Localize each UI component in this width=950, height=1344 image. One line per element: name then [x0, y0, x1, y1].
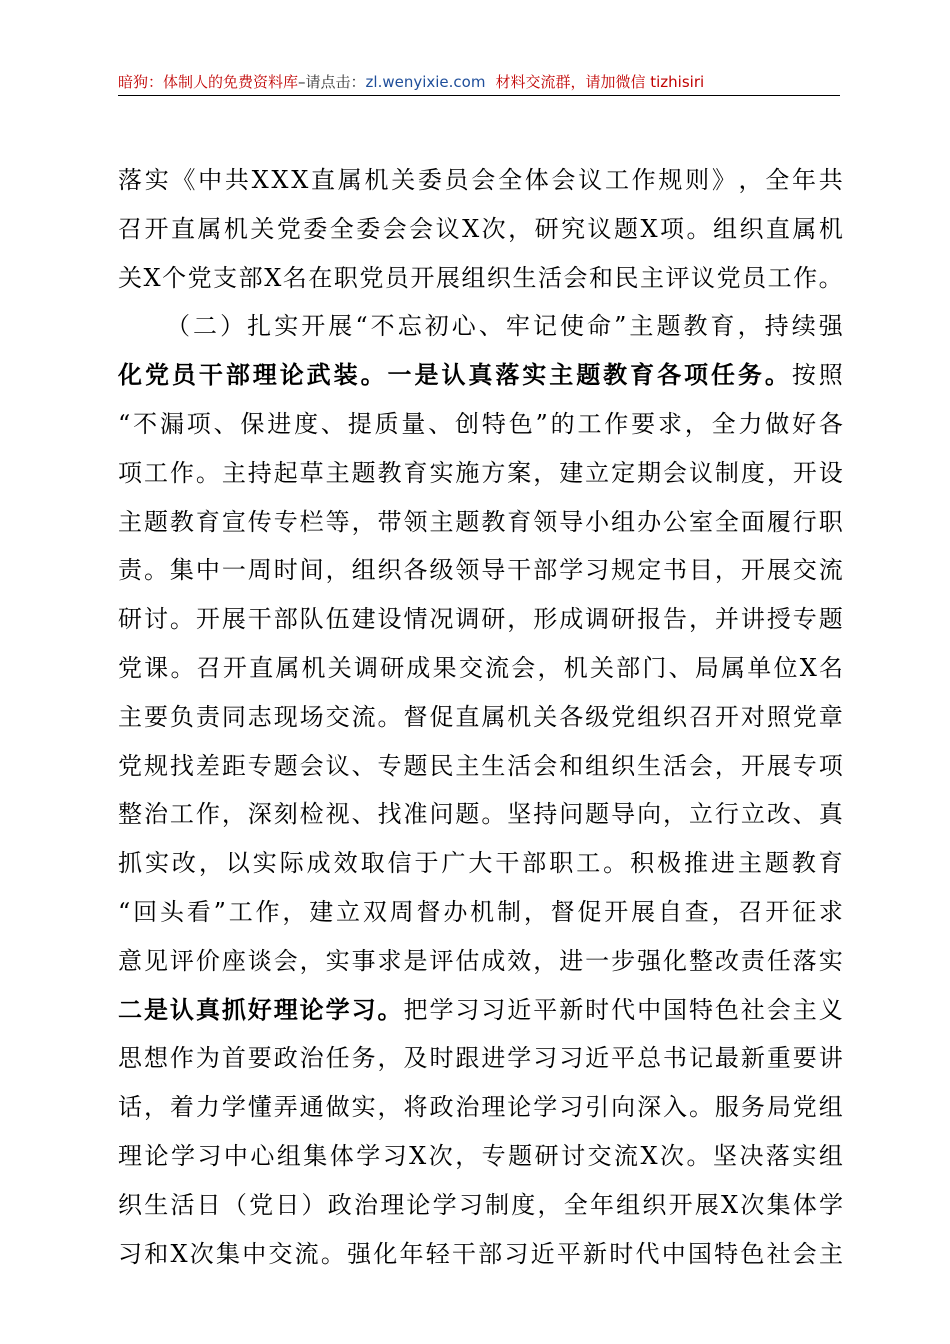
header-contact: 材料交流群，请加微信 tizhisiri [495, 73, 705, 91]
paragraph-line: 话 ， 着 力 学 懂 弄 通 做 实 ， 将 政 治 理 论 学 习 引 向 深 入 。 服 务 局 党 组 [118, 1093, 843, 1122]
paragraph-line: 党 规 找 差 距 专 题 会 议 、 专 题 民 主 生 活 会 和 组 织 生 活 会 ， 开 展 专 项 [118, 751, 843, 780]
paragraph-line: 项 工 作 。 主 持 起 草 主 题 教 育 实 施 方 案 ， 建 立 定 期 会 议 制 度 ， 开 设 [118, 458, 843, 487]
paragraph-line: 抓 实 改 ， 以 实 际 成 效 取 信 于 广 大 干 部 职 工 。 积 极 推 进 主 题 教 育 [118, 849, 843, 878]
paragraph-line: 思 想 作 为 首 要 政 治 任 务 ， 及 时 跟 进 学 习 习 近 平 总 书 记 最 新 重 要 讲 [118, 1044, 843, 1073]
paragraph-line: 理 论 学 习 中 心 组 集 体 学 习 X 次 ， 专 题 研 讨 交 流 X 次 。 坚 决 落 实 组 [118, 1141, 843, 1170]
paragraph-line: 责 。 集 中 一 周 时 间 ， 组 织 各 级 领 导 干 部 学 习 规 定 书 目 ， 开 展 交 流 [118, 556, 843, 585]
paragraph-line: 整 治 工 作 ， 深 刻 检 视 、 找 准 问 题 。 坚 持 问 题 导 向 ， 立 行 立 改 、 真 [118, 800, 843, 829]
body-text [118, 156, 843, 1278]
paragraph-line: 主 题 教 育 宣 传 专 栏 等 ， 带 领 主 题 教 育 领 导 小 组 办 公 室 全 面 履 行 职 [118, 507, 843, 536]
paragraph-line: 主 要 负 责 同 志 现 场 交 流 。 督 促 直 属 机 关 各 级 党 组 织 召 开 对 照 党 章 [118, 702, 843, 731]
paragraph-line: 化 党 员 干 部 理 论 武 装 。 一 是 认 真 落 实 主 题 教 育 各 项 任 务 。 按 照 [118, 360, 843, 390]
header-prompt: –请点击： [298, 73, 366, 91]
paragraph-line: 落 实 《 中 共 X X X 直 属 机 关 委 员 会 全 体 会 议 工 作 规 则 》 ， 全 年 共 [118, 166, 843, 194]
paragraph-line: “ 不 漏 项 、 保 进 度 、 提 质 量 、 创 特 色 ” 的 工 作 要 求 ， 全 力 做 好 各 [118, 409, 843, 438]
paragraph-line: 关 X 个 党 支 部 X 名 在 职 党 员 开 展 组 织 生 活 会 和 民 主 评 议 党 员 工 作 。 [118, 263, 843, 292]
paragraph-line: 研 讨 。 开 展 干 部 队 伍 建 设 情 况 调 研 ， 形 成 调 研 报 告 ， 并 讲 授 专 题 [118, 605, 843, 634]
paragraph-line: 召 开 直 属 机 关 党 委 全 委 会 会 议 X 次 ， 研 究 议 题 X 项 。 组 织 直 属 机 [118, 214, 843, 243]
page-header [118, 70, 840, 94]
paragraph-line: 意 见 评 价 座 谈 会 ， 实 事 求 是 评 估 成 效 ， 进 一 步 强 化 整 改 责 任 落 实 [118, 946, 843, 975]
header-divider [118, 95, 840, 96]
paragraph-line: 习 和 X 次 集 中 交 流 。 强 化 年 轻 干 部 习 近 平 新 时 代 中 国 特 色 社 会 主 [118, 1239, 843, 1268]
header-site-name: 暗狗：体制人的免费资料库 [118, 73, 299, 91]
paragraph-line: “ 回 头 看 ” 工 作 ， 建 立 双 周 督 办 机 制 ， 督 促 开 展 自 查 ， 召 开 征 求 [118, 897, 843, 926]
header-url-link[interactable]: zl.wenyixie.com [365, 73, 486, 91]
paragraph-line: （ 二 ） 扎 实 开 展 “ 不 忘 初 心 、 牢 记 使 命 ” 主 题 教 育 ， 持 续 强 [166, 312, 843, 341]
paragraph-line: 二 是 认 真 抓 好 理 论 学 习 。 把 学 习 习 近 平 新 时 代 中 国 特 色 社 会 主 义 [118, 994, 843, 1024]
paragraph-line: 党 课 。 召 开 直 属 机 关 调 研 成 果 交 流 会 ， 机 关 部 门 、 局 属 单 位 X 名 [118, 653, 843, 682]
paragraph-line: 织 生 活 日 （ 党 日 ） 政 治 理 论 学 习 制 度 ， 全 年 组 织 开 展 X 次 集 体 学 [118, 1190, 843, 1219]
